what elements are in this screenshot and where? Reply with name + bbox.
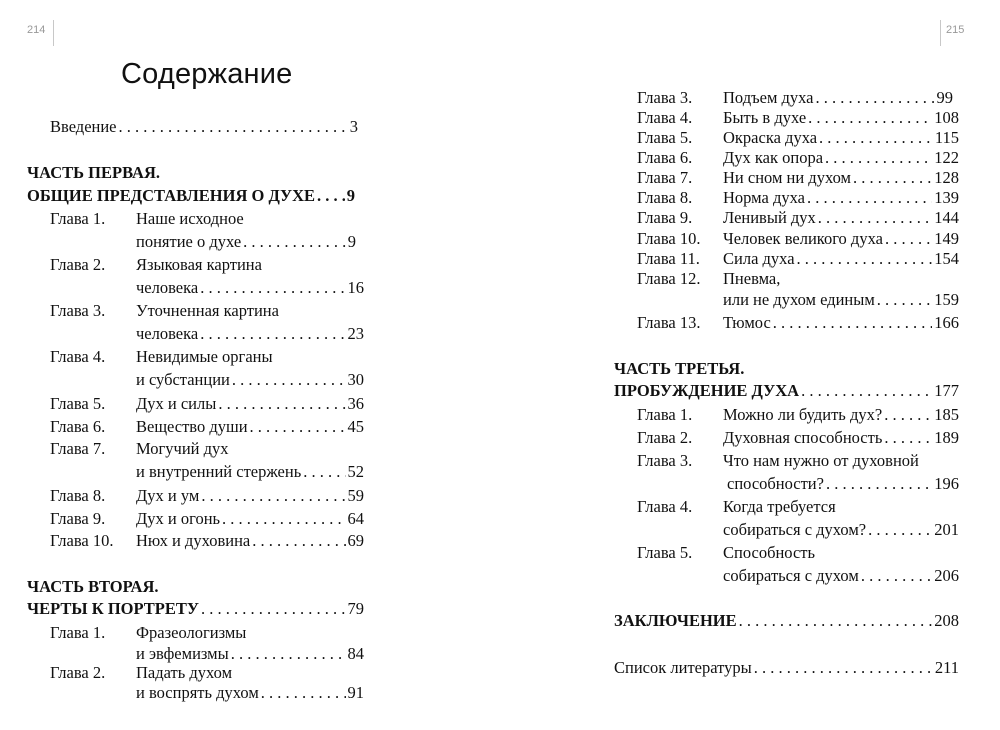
chapter-title: Ни сном ни духом (723, 168, 851, 187)
chapter-number: Глава 8. (50, 486, 106, 505)
dot-leader (200, 277, 345, 298)
chapter-title-row (723, 87, 953, 108)
toc-entry-label: ЗАКЛЮЧЕНИЕ (614, 611, 737, 630)
chapter-title-row (723, 167, 959, 188)
chapter-title: Тюмос (723, 313, 771, 332)
chapter-page: 201 (934, 520, 959, 539)
dot-leader (119, 116, 348, 137)
dot-leader (317, 185, 345, 206)
chapter-number: Глава 6. (50, 417, 106, 436)
chapter-number: Глава 6. (637, 148, 693, 167)
chapter-title-line1: Невидимые органы (136, 347, 273, 366)
chapter-page: 84 (347, 644, 364, 663)
part-title-row (27, 185, 355, 206)
chapter-page: 115 (934, 128, 959, 147)
chapter-title: Нюх и духовина (136, 531, 251, 550)
dot-leader (816, 87, 935, 108)
chapter-title-line1: Наше исходное (136, 209, 244, 228)
chapter-title: Можно ли будить дух? (723, 405, 883, 424)
chapter-title-row (136, 231, 356, 252)
chapter-page: 36 (347, 394, 364, 413)
page-number-left: 214 (27, 24, 46, 36)
toc-entry-introduction (50, 116, 358, 137)
chapter-title-row (136, 461, 364, 482)
chapter-title-line2: и субстанции (136, 370, 230, 389)
dot-leader (201, 485, 345, 506)
dot-leader (884, 404, 932, 425)
dot-leader (801, 380, 932, 401)
chapter-title-row (723, 519, 959, 540)
page-number-divider-right (940, 20, 941, 46)
chapter-title-line2: способности? (727, 474, 824, 493)
dot-leader (807, 187, 932, 208)
dot-leader (303, 461, 345, 482)
dot-leader (250, 416, 346, 437)
toc-entry-conclusion (614, 610, 959, 631)
chapter-title-line1: Что нам нужно от духовной (723, 451, 919, 470)
toc-entry-page: 208 (934, 611, 959, 630)
dot-leader (868, 519, 932, 540)
dot-leader (861, 565, 932, 586)
chapter-number: Глава 3. (637, 88, 693, 107)
chapter-title: Норма духа (723, 188, 805, 207)
chapter-number: Глава 1. (50, 623, 106, 642)
dot-leader (877, 289, 932, 310)
chapter-title-row (723, 248, 959, 269)
dot-leader (853, 167, 932, 188)
chapter-title-row (136, 485, 364, 506)
chapter-title-line1: Языковая картина (136, 255, 262, 274)
page-number-divider-left (53, 20, 54, 46)
chapter-title-line1: Когда требуется (723, 497, 836, 516)
chapter-number: Глава 4. (50, 347, 106, 366)
chapter-page: 122 (934, 148, 959, 167)
dot-leader (819, 127, 933, 148)
chapter-number: Глава 10. (637, 229, 701, 248)
chapter-page: 64 (347, 509, 364, 528)
chapter-page: 144 (934, 208, 959, 227)
part-title: ОБЩИЕ ПРЕДСТАВЛЕНИЯ О ДУХЕ (27, 186, 316, 205)
chapter-title-row (723, 565, 959, 586)
chapter-page: 108 (934, 108, 959, 127)
chapter-page: 189 (934, 428, 959, 447)
chapter-title-line2: человека (136, 324, 199, 343)
page-title: Содержание (121, 58, 293, 90)
chapter-title-row (723, 207, 959, 228)
dot-leader (232, 369, 346, 390)
chapter-title-row (727, 473, 959, 494)
dot-leader (201, 598, 346, 619)
part-title: ЧЕРТЫ К ПОРТРЕТУ (27, 599, 199, 618)
dot-leader (797, 248, 933, 269)
dot-leader (773, 312, 932, 333)
dot-leader (200, 323, 345, 344)
chapter-number: Глава 7. (637, 168, 693, 187)
chapter-number: Глава 12. (637, 269, 701, 288)
part-heading: ЧАСТЬ ВТОРАЯ. (27, 577, 159, 596)
chapter-page: 185 (934, 405, 959, 424)
chapter-title-row (723, 107, 959, 128)
chapter-number: Глава 2. (637, 428, 693, 447)
chapter-title-row (136, 369, 364, 390)
chapter-title: Дух как опора (723, 148, 824, 167)
chapter-title-line2: собираться с духом (723, 566, 859, 585)
chapter-page: 30 (347, 370, 364, 389)
chapter-number: Глава 10. (50, 531, 114, 550)
chapter-page: 139 (934, 188, 959, 207)
dot-leader (818, 207, 932, 228)
dot-leader (243, 231, 346, 252)
chapter-title-row (136, 682, 364, 703)
chapter-title-row (136, 393, 364, 414)
chapter-number: Глава 4. (637, 497, 693, 516)
dot-leader (231, 643, 346, 664)
dot-leader (826, 473, 932, 494)
chapter-title-row (723, 147, 959, 168)
chapter-title: Быть в духе (723, 108, 807, 127)
chapter-page: 91 (347, 683, 364, 702)
chapter-title: Вещество души (136, 417, 248, 436)
chapter-number: Глава 1. (637, 405, 693, 424)
chapter-number: Глава 5. (50, 394, 106, 413)
chapter-title-row (136, 323, 364, 344)
chapter-title-line2: понятие о духе (136, 232, 242, 251)
chapter-page: 52 (347, 462, 364, 481)
chapter-title-line2: человека (136, 278, 199, 297)
part-title: ПРОБУЖДЕНИЕ ДУХА (614, 381, 800, 400)
chapter-title-line2: и воспрять духом (136, 683, 259, 702)
page-number-right: 215 (946, 24, 965, 36)
chapter-title: Дух и силы (136, 394, 217, 413)
chapter-page: 16 (347, 278, 364, 297)
chapter-title-row (723, 289, 959, 310)
chapter-number: Глава 5. (637, 128, 693, 147)
dot-leader (222, 508, 345, 529)
chapter-title-row (136, 530, 364, 551)
chapter-page: 149 (934, 229, 959, 248)
chapter-title-row (723, 427, 959, 448)
chapter-page: 166 (934, 313, 959, 332)
chapter-page: 45 (347, 417, 364, 436)
toc-entry-bibliography (614, 657, 959, 678)
chapter-number: Глава 9. (637, 208, 693, 227)
chapter-page: 196 (934, 474, 959, 493)
toc-entry-label: Введение (50, 117, 117, 136)
chapter-number: Глава 9. (50, 509, 106, 528)
part-heading: ЧАСТЬ ТРЕТЬЯ. (614, 359, 745, 378)
chapter-number: Глава 5. (637, 543, 693, 562)
dot-leader (754, 657, 933, 678)
chapter-title: Человек великого духа (723, 229, 883, 248)
chapter-page: 154 (934, 249, 959, 268)
dot-leader (218, 393, 345, 414)
toc-entry-page: 211 (934, 658, 959, 677)
chapter-title-line2: и внутренний стержень (136, 462, 302, 481)
part-page: 177 (934, 381, 959, 400)
toc-entry-page: 3 (349, 117, 358, 136)
chapter-page: 59 (347, 486, 364, 505)
chapter-title-row (723, 127, 959, 148)
chapter-number: Глава 2. (50, 663, 106, 682)
chapter-page: 206 (934, 566, 959, 585)
chapter-title-line2: или не духом единым (723, 290, 875, 309)
chapter-title: Сила духа (723, 249, 795, 268)
chapter-title-line1: Способность (723, 543, 816, 562)
chapter-title: Дух и ум (136, 486, 200, 505)
chapter-number: Глава 13. (637, 313, 701, 332)
dot-leader (825, 147, 932, 168)
part-title-row (614, 380, 959, 401)
chapter-title: Подъем духа (723, 88, 814, 107)
chapter-number: Глава 11. (637, 249, 700, 268)
dot-leader (252, 530, 345, 551)
chapter-number: Глава 3. (50, 301, 106, 320)
part-page: 9 (346, 186, 355, 205)
chapter-title: Духовная способность (723, 428, 883, 447)
part-page: 79 (347, 599, 364, 618)
chapter-number: Глава 8. (637, 188, 693, 207)
dot-leader (884, 427, 932, 448)
chapter-title-row (723, 312, 959, 333)
chapter-title-line2: и эвфемизмы (136, 644, 229, 663)
chapter-number: Глава 1. (50, 209, 106, 228)
chapter-title-row (136, 277, 364, 298)
chapter-page: 69 (347, 531, 364, 550)
chapter-title: Ленивый дух (723, 208, 816, 227)
chapter-page: 128 (934, 168, 959, 187)
part-heading: ЧАСТЬ ПЕРВАЯ. (27, 163, 160, 182)
chapter-title-row (136, 508, 364, 529)
chapter-title-row (723, 228, 959, 249)
dot-leader (739, 610, 933, 631)
chapter-page: 99 (936, 88, 953, 107)
chapter-title-row (136, 416, 364, 437)
chapter-title-line1: Уточненная картина (136, 301, 279, 320)
chapter-page: 159 (934, 290, 959, 309)
chapter-title: Окраска духа (723, 128, 818, 147)
toc-entry-label: Список литературы (614, 658, 752, 677)
chapter-title-row (723, 404, 959, 425)
dot-leader (808, 107, 932, 128)
chapter-page: 9 (347, 232, 356, 251)
chapter-page: 23 (347, 324, 364, 343)
chapter-title-line1: Падать духом (136, 663, 233, 682)
chapter-title-line1: Фразеологизмы (136, 623, 247, 642)
chapter-number: Глава 3. (637, 451, 693, 470)
chapter-number: Глава 7. (50, 439, 106, 458)
chapter-title-line1: Пневма, (723, 269, 781, 288)
chapter-title-line1: Могучий дух (136, 439, 229, 458)
chapter-number: Глава 4. (637, 108, 693, 127)
chapter-number: Глава 2. (50, 255, 106, 274)
chapter-title-row (136, 643, 364, 664)
chapter-title-line2: собираться с духом? (723, 520, 867, 539)
chapter-title: Дух и огонь (136, 509, 221, 528)
dot-leader (885, 228, 932, 249)
part-title-row (27, 598, 364, 619)
dot-leader (261, 682, 346, 703)
chapter-title-row (723, 187, 959, 208)
